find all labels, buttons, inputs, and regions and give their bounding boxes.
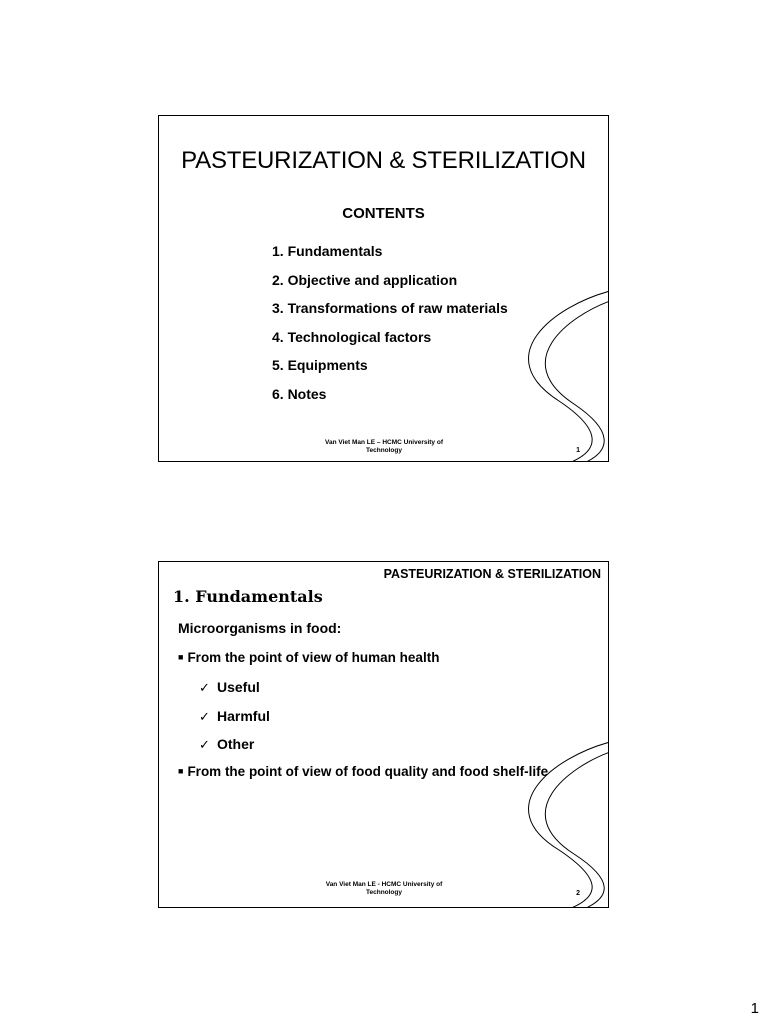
sub-item-text: Harmful xyxy=(217,707,270,724)
sub-item xyxy=(199,706,270,735)
checkmark-icon: ✓ xyxy=(199,709,210,725)
checkmark-icon: ✓ xyxy=(199,681,210,696)
footer-institution: Technology xyxy=(366,447,402,454)
sub-item-text: Other xyxy=(217,736,255,752)
sub-item-text: Useful xyxy=(217,679,260,695)
slide-header: PASTEURIZATION & STERILIZATION xyxy=(383,567,601,581)
contents-heading: CONTENTS xyxy=(342,205,425,222)
section-heading: 1. Fundamentals xyxy=(173,587,323,606)
square-bullet-icon: ■ xyxy=(178,652,184,662)
slide-2 xyxy=(158,561,609,908)
bullet-text: From the point of view of food quality and food shelf-life xyxy=(187,764,549,779)
contents-item: 3. Transformations of raw materials xyxy=(272,300,508,316)
slide-footer xyxy=(309,439,459,455)
slide-number: 1 xyxy=(576,447,580,454)
contents-item: 6. Notes xyxy=(272,385,327,402)
slide-footer xyxy=(309,881,459,897)
contents-item: 2. Objective and application xyxy=(272,271,458,288)
bullet-item xyxy=(178,650,439,665)
contents-item: 1. Fundamentals xyxy=(272,243,383,259)
footer-institution: Technology xyxy=(366,889,402,896)
contents-item: 5. Equipments xyxy=(272,357,368,373)
contents-item: 4. Technological factors xyxy=(272,328,432,345)
slide-number: 2 xyxy=(576,890,580,897)
intro-text: Microorganisms in food: xyxy=(178,620,342,636)
page-number: 1 xyxy=(750,1000,759,1017)
bullet-item xyxy=(178,764,548,779)
footer-author: Van Viet Man LE - HCMC University of xyxy=(325,881,443,888)
slide-1 xyxy=(158,115,609,462)
square-bullet-icon: ■ xyxy=(178,766,184,776)
slide-title: PASTEURIZATION & STERILIZATION xyxy=(181,147,586,174)
sub-list xyxy=(199,677,270,763)
sub-item xyxy=(199,677,270,706)
sub-item xyxy=(199,734,270,763)
contents-list xyxy=(272,241,508,412)
checkmark-icon: ✓ xyxy=(199,738,210,753)
bullet-text: From the point of view of human health xyxy=(187,650,440,665)
footer-author: Van Viet Man LE – HCMC University of xyxy=(325,439,443,446)
